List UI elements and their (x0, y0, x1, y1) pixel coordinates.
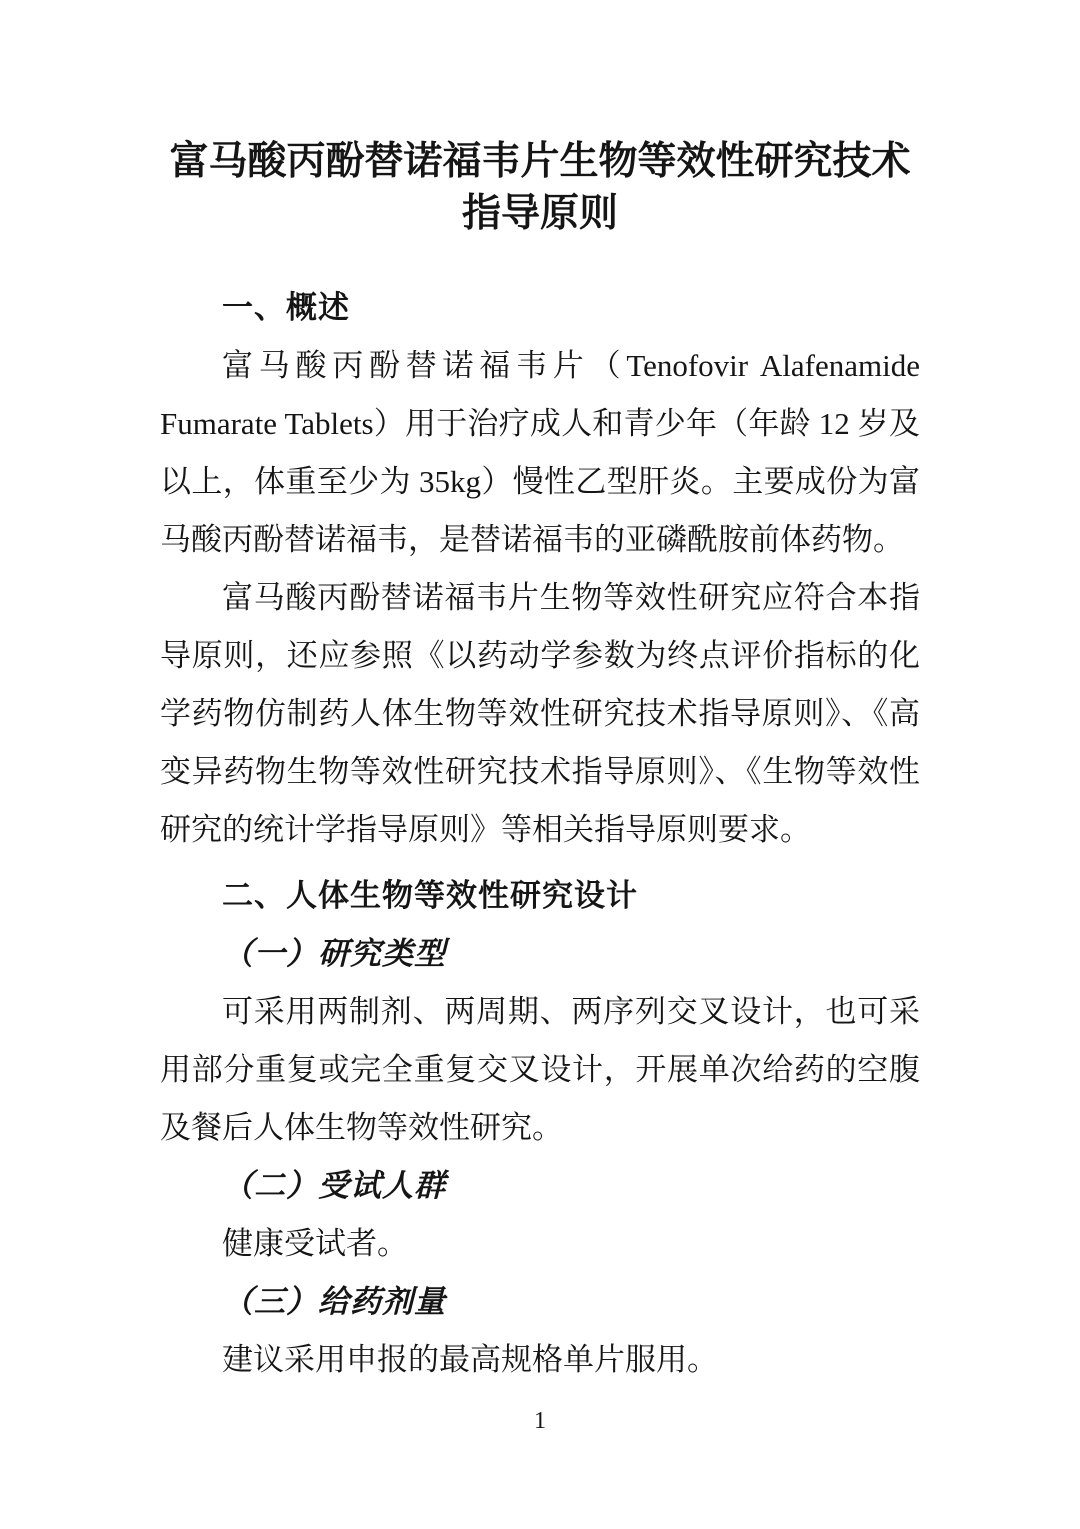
page-number: 1 (534, 1408, 546, 1434)
document-title: 富马酸丙酚替诺福韦片生物等效性研究技术指导原则 (169, 140, 911, 235)
sub-heading-subjects: （二）受试人群 (222, 1168, 446, 1203)
section-heading-overview: 一、概述 (222, 290, 350, 325)
sub-heading-study-type: （一）研究类型 (222, 936, 446, 971)
paragraph-dose: 建议采用申报的最高规格单片服用。 (222, 1342, 718, 1377)
paragraph-study-type: 可采用两制剂、两周期、两序列交叉设计，也可采用部分重复或完全重复交叉设计，开展单次给药的空腹及餐后人体生物等效性研究。 (160, 994, 920, 1145)
paragraph-drug-description: 富马酸丙酚替诺福韦片（Tenofovir Alafenamide Fumarate Tablets）用于治疗成人和青少年（年龄 12 岁及以上，体重至少为 35kg）慢性乙型肝炎。主要成份为富马酸丙酚替诺福韦，是替诺福韦的亚磷酰胺前体药物。 (160, 348, 920, 557)
paragraph-guideline-references: 富马酸丙酚替诺福韦片生物等效性研究应符合本指导原则，还应参照《以药动学参数为终点评价指标的化学药物仿制药人体生物等效性研究技术指导原则》、《高变异药物生物等效性研究技术指导原则》、《生物等效性研究的统计学指导原则》等相关指导原则要求。 (160, 580, 920, 847)
paragraph-subjects: 健康受试者。 (222, 1226, 408, 1261)
section-heading-study-design: 二、人体生物等效性研究设计 (222, 878, 638, 913)
sub-heading-dose: （三）给药剂量 (222, 1284, 446, 1319)
